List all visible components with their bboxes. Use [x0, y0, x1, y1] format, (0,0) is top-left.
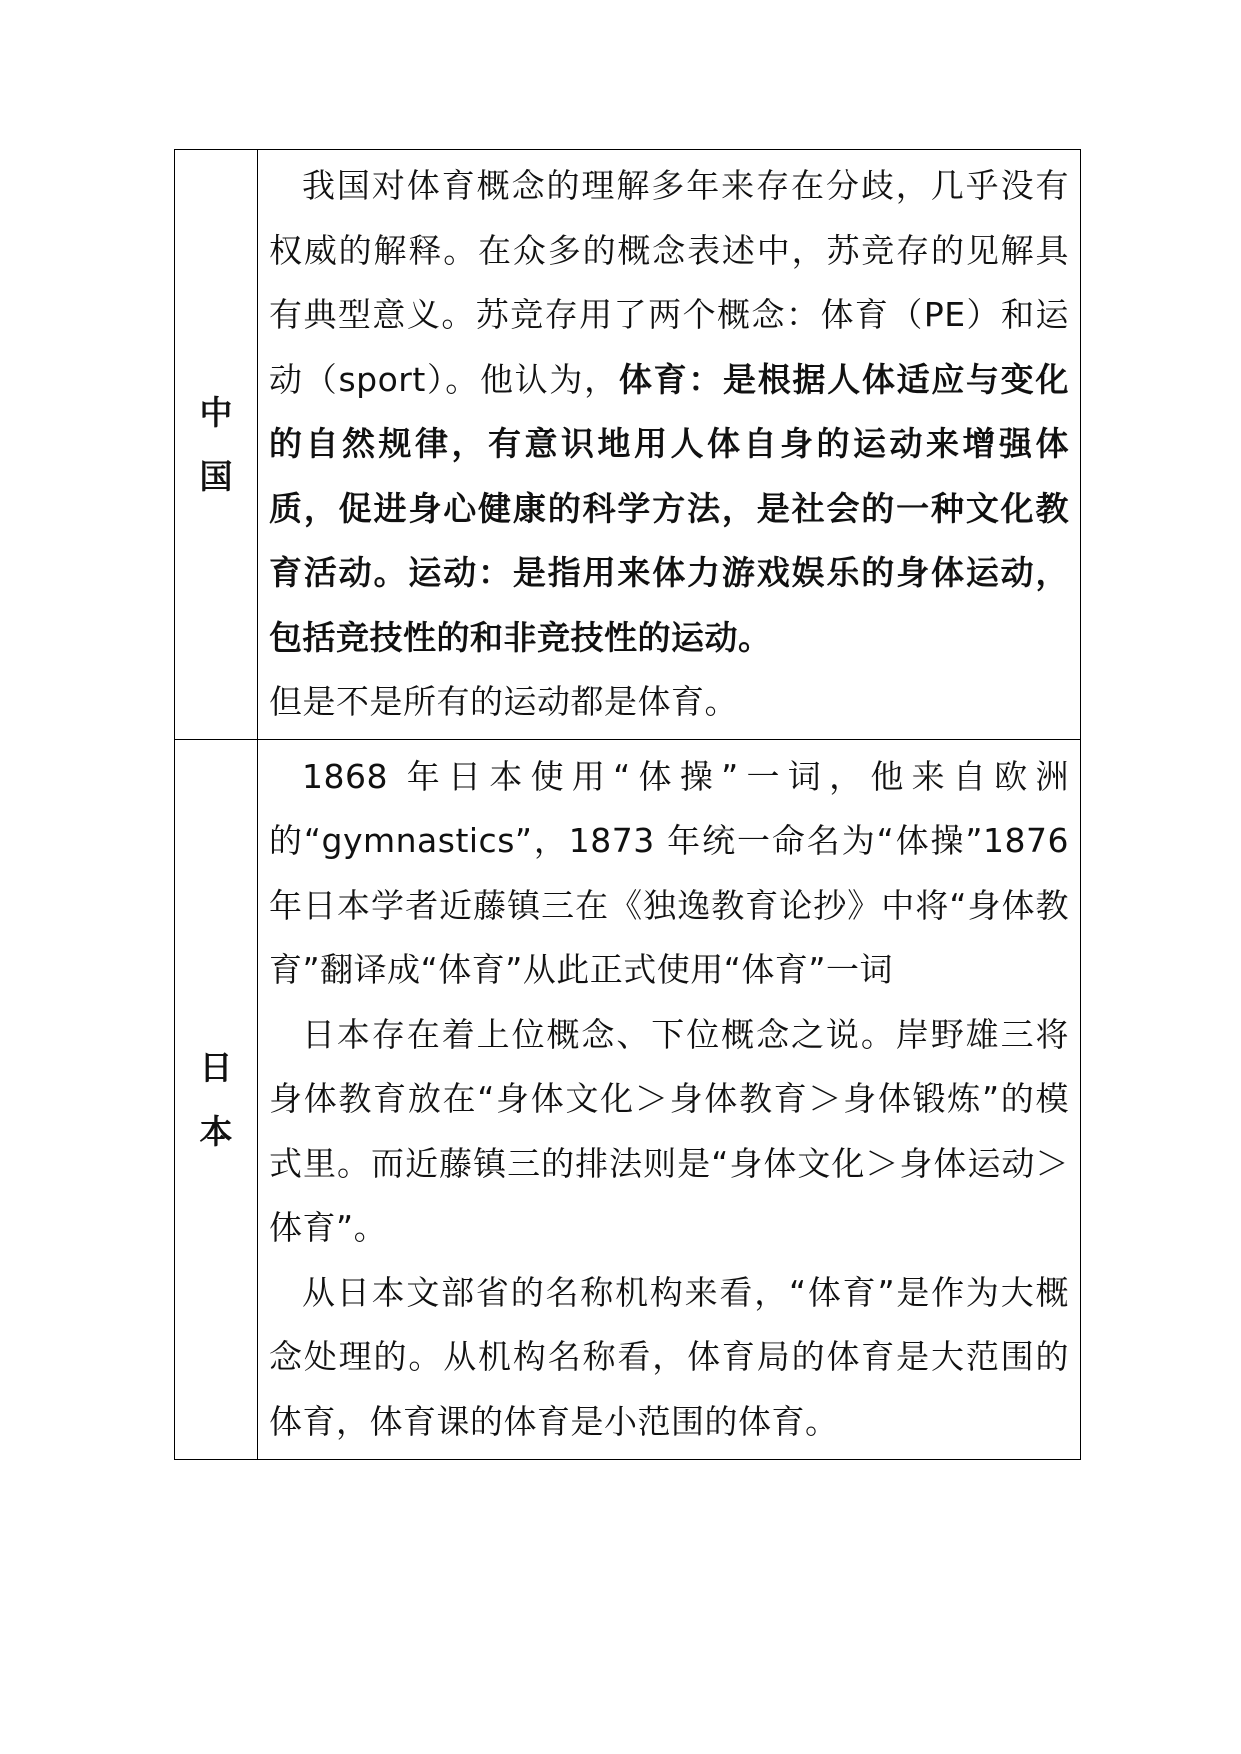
table-row-japan — [175, 740, 1081, 1460]
country-label-cell — [175, 150, 258, 740]
comparison-table — [174, 149, 1081, 1460]
table-row-china — [175, 150, 1081, 740]
content-cell-china — [258, 150, 1081, 740]
country-label-cell — [175, 740, 258, 1460]
paragraph-japan-ministry: 从日本文部省的名称机构来看，“体育”是作为大概念处理的。从机构名称看，体育局的体育是大范围的体育，体育课的体育是小范围的体育。 — [269, 1272, 1069, 1441]
paragraph-text: 我国对体育概念的理解多年来存在分歧，几乎没有权威的解释。在众多的概念表述中，苏竞存的见解具有典型意义。苏竞存用了两个概念：体育（PE）和运动（sport）。他认为， — [269, 166, 1069, 399]
paragraph-china-definition — [269, 154, 1069, 670]
country-label-japan: 日本 — [199, 1047, 233, 1151]
paragraph-japan-concepts: 日本存在着上位概念、下位概念之说。岸野雄三将身体教育放在“身体文化＞身体教育＞身体锻炼”的模式里。而近藤镇三的排法则是“身体文化＞身体运动＞体育”。 — [269, 1014, 1069, 1248]
bold-definition-text: 体育：是根据人体适应与变化的自然规律，有意识地用人体自身的运动来增强体质，促进身心健康的科学方法，是社会的一种文化教育活动。运动：是指用来体力游戏娱乐的身体运动，包括竞技性的和非竞技性的运动。 — [269, 359, 1070, 657]
country-label-china: 中国 — [199, 392, 233, 496]
paragraph-japan-history: 1868 年日本使用“体操”一词，他来自欧洲的“gymnastics”，1873 年统一命名为“体操”1876 年日本学者近藤镇三在《独逸教育论抄》中将“身体教育”翻译成“体育”从此正式使用“体育”一词 — [269, 756, 1069, 990]
paragraph-china-note: 但是不是所有的运动都是体育。 — [269, 682, 738, 722]
content-cell-japan — [258, 740, 1081, 1460]
